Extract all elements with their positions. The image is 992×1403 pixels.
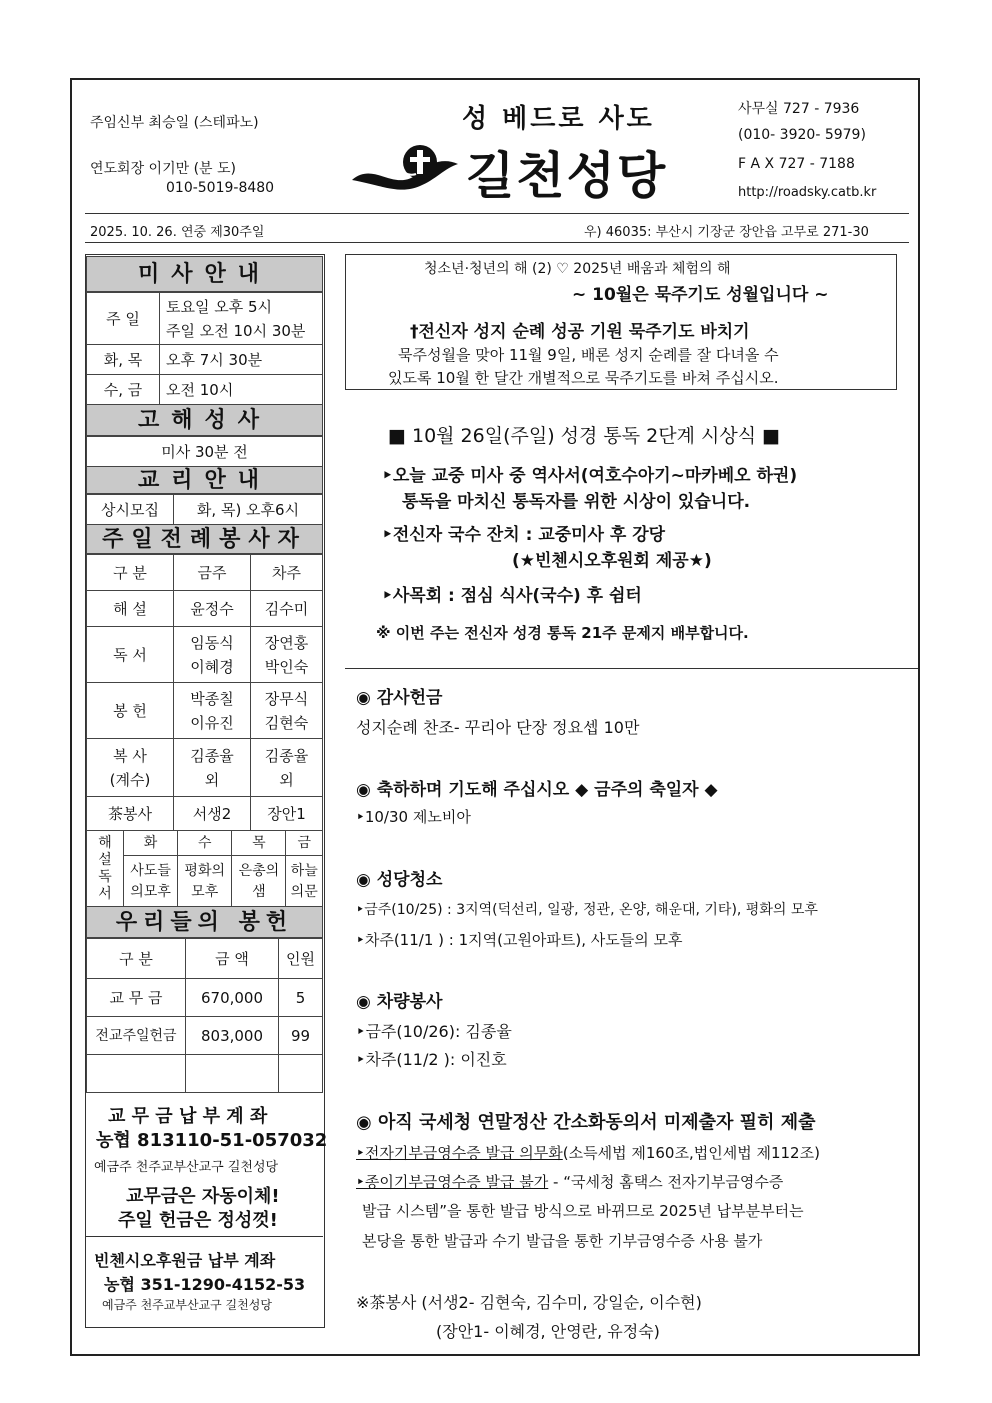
haeseol-label-char: 해 xyxy=(98,835,112,851)
tax-item-underlined: ‣전자기부금영수증 발급 의무화 xyxy=(356,1144,563,1162)
thanks-text: 성지순례 찬조- 꾸리아 단장 정요셉 10만 xyxy=(356,718,640,737)
confession-table xyxy=(86,436,323,467)
offering-empty-cell xyxy=(279,1055,323,1093)
tax-item: - “국세청 홈택스 전자기부금영수증 xyxy=(548,1173,784,1191)
clean-item: ‣금주(10/25) : 3지역(덕선리, 일광, 정관, 온양, 해운대, 기타), 평화의 모후 xyxy=(356,902,818,918)
offering-amount: 803,000 xyxy=(186,1017,279,1055)
offering-empty-cell xyxy=(186,1055,279,1093)
haeseol-value: 모후 xyxy=(191,883,219,900)
tax-item-underlined: ‣종이기부금영수증 발급 불가 xyxy=(356,1173,549,1191)
car-item: ‣차주(11/2 ): 이진호 xyxy=(356,1050,507,1069)
haeseol-value: 평화의 xyxy=(184,862,225,879)
liturgy-header: 차주 xyxy=(251,555,323,591)
tax-item: (소득세법 제160조,법인세법 제112조) xyxy=(562,1144,820,1162)
church-logo-icon xyxy=(350,140,460,200)
liturgy-role: 복 사 xyxy=(113,746,147,765)
title-main: 길천성당 xyxy=(466,147,668,205)
liturgy-next: 장무식 xyxy=(264,689,309,708)
haeseol-value: 샘 xyxy=(252,883,266,900)
notice-line4: 묵주성월을 맞아 11월 9일, 배론 성지 순례를 잘 다녀올 수 xyxy=(398,346,779,364)
tax-title: ◉ 아직 국세청 연말정산 간소화동의서 미제출자 필히 제출 xyxy=(356,1112,816,1133)
tea-service: (장안1- 이혜경, 안영란, 유정숙) xyxy=(436,1322,660,1341)
account2-title: 빈첸시오후원금 납부 계좌 xyxy=(94,1251,276,1270)
notice-line1: 청소년·청년의 해 (2) ♡ 2025년 배움과 체험의 해 xyxy=(424,261,731,277)
liturgy-role: 봉 헌 xyxy=(87,683,174,739)
tea-service: ※茶봉사 (서생2- 김현숙, 김수미, 강일순, 이수현) xyxy=(356,1293,702,1312)
mass-time: 주일 오전 10시 30분 xyxy=(166,321,306,340)
offering-count: 5 xyxy=(279,979,323,1017)
offering-table xyxy=(86,938,323,1093)
liturgy-header: 구 분 xyxy=(87,555,174,591)
haeseol-value: 의문 xyxy=(290,883,318,900)
liturgy-this: 이혜경 xyxy=(190,657,234,676)
office-phone: 사무실 727 - 7936 xyxy=(738,101,860,117)
liturgy-this: 김종율 xyxy=(190,746,234,765)
liturgy-next: 김수미 xyxy=(251,591,323,627)
address: 우) 46035: 부산시 기장군 장안읍 고무로 271-30 xyxy=(584,225,869,240)
website-link[interactable]: http://roadsky.catb.kr xyxy=(738,185,877,200)
header-divider-2 xyxy=(85,242,909,243)
liturgy-next: 박인숙 xyxy=(264,657,309,676)
offering-name: 교 무 금 xyxy=(87,979,186,1017)
account1-line1: 교무금은 자동이체! xyxy=(126,1186,280,1207)
feast-text: ‣10/30 제노비아 xyxy=(356,808,471,826)
haeseol-value: 의모후 xyxy=(130,883,171,900)
offering-title: 우리들의 봉헌 xyxy=(86,906,323,938)
car-title: ◉ 차량봉사 xyxy=(356,992,443,1012)
tax-item: 본당을 통한 발급과 수기 발급을 통한 기부금영수증 사용 불가 xyxy=(362,1232,763,1250)
right-divider xyxy=(345,668,918,669)
offering-amount: 670,000 xyxy=(186,979,279,1017)
liturgy-next: 장연홍 xyxy=(264,633,309,652)
account2-holder: 예금주 천주교부산교구 길천성당 xyxy=(102,1298,272,1312)
account2-number: 농협 351-1290-4152-53 xyxy=(104,1275,306,1294)
mass-time: 오후 7시 30분 xyxy=(160,345,323,375)
ceremony-item: ‣오늘 교중 미사 중 역사서(여호수아기~마카베오 하권) xyxy=(382,466,798,486)
offering-empty-cell xyxy=(87,1055,186,1093)
title-top: 성 베드로 사도 xyxy=(462,104,655,134)
catechism-title: 교리안내 xyxy=(86,466,323,494)
liturgy-next: 김종율 xyxy=(264,746,309,765)
haeseol-day: 금 xyxy=(286,831,323,856)
offering-header: 구 분 xyxy=(87,939,186,979)
ceremony-note: ※ 이번 주는 전신자 성경 통독 21주 문제지 배부합니다. xyxy=(376,624,749,642)
account1-title: 교 무 금 납 부 계 좌 xyxy=(108,1106,268,1127)
offering-header: 금 액 xyxy=(186,939,279,979)
mass-day: 수, 금 xyxy=(87,375,160,405)
haeseol-value: 하늘 xyxy=(290,862,318,879)
confession-title: 고해성사 xyxy=(86,404,323,436)
liturgy-this: 박종칠 xyxy=(190,689,234,708)
haeseol-value: 은총의 xyxy=(238,862,280,879)
mass-day: 화, 목 xyxy=(87,345,160,375)
notice-line3: †전신자 성지 순례 성공 기원 묵주기도 바치기 xyxy=(410,322,750,342)
mass-time: 오전 10시 xyxy=(160,375,323,405)
liturgy-this: 외 xyxy=(204,770,220,789)
liturgy-table xyxy=(86,554,323,831)
haeseol-day: 화 xyxy=(124,831,178,856)
car-item: ‣금주(10/26): 김종율 xyxy=(356,1022,512,1041)
catechism-table xyxy=(86,494,323,525)
mass-table xyxy=(86,292,323,405)
offering-count: 99 xyxy=(279,1017,323,1055)
clean-title: ◉ 성당청소 xyxy=(356,870,443,890)
haeseol-day: 목 xyxy=(232,831,286,856)
header-divider xyxy=(85,213,909,214)
haeseol-table xyxy=(86,830,323,908)
catechism-label: 상시모집 xyxy=(87,495,174,525)
haeseol-value: 사도들 xyxy=(130,862,171,879)
liturgy-header: 금주 xyxy=(174,555,251,591)
notice-line5: 있도록 10월 한 달간 개별적으로 묵주기도를 바쳐 주십시오. xyxy=(388,369,779,387)
pastor: 주임신부 최승일 (스테파노) xyxy=(90,115,259,131)
ceremony-item: ‣전신자 국수 잔치 : 교중미사 후 강당 xyxy=(382,525,666,545)
offering-name: 전교주일헌금 xyxy=(87,1017,186,1055)
liturgy-this: 임동식 xyxy=(190,633,234,652)
haeseol-day: 수 xyxy=(178,831,232,856)
haeseol-label-char: 독 xyxy=(98,869,112,885)
liturgy-role: 독 서 xyxy=(87,627,174,683)
liturgy-this: 이유진 xyxy=(190,713,234,732)
mass-time: 토요일 오후 5시 xyxy=(166,297,273,316)
mass-day: 주 일 xyxy=(87,293,160,345)
liturgy-this: 윤정수 xyxy=(174,591,251,627)
catechism-value: 화, 목) 오후6시 xyxy=(174,495,323,525)
liturgy-role: 해 설 xyxy=(87,591,174,627)
liturgy-title: 주일전례봉사자 xyxy=(86,524,323,554)
liturgy-role: 茶봉사 xyxy=(87,797,174,831)
haeseol-label-char: 서 xyxy=(98,886,112,902)
account1-line2: 주일 헌금은 정성껏! xyxy=(118,1210,278,1231)
confession-text: 미사 30분 전 xyxy=(87,437,323,467)
thanks-title: ◉ 감사헌금 xyxy=(356,688,443,708)
clean-item: ‣차주(11/1 ) : 1지역(고원아파트), 사도들의 모후 xyxy=(356,931,683,949)
council-phone: 010-5019-8480 xyxy=(166,180,275,196)
liturgy-next: 김현숙 xyxy=(264,713,309,732)
fax-number: F A X 727 - 7188 xyxy=(738,156,855,172)
mass-title: 미사안내 xyxy=(86,256,323,292)
account-divider xyxy=(86,1236,323,1237)
liturgy-this: 서생2 xyxy=(174,797,251,831)
haeseol-label-char: 설 xyxy=(98,852,112,868)
tax-item: 발급 시스템”을 통한 발급 방식으로 바뀌므로 2025년 납부분부터는 xyxy=(362,1202,804,1220)
account1-holder: 예금주 천주교부산교구 길천성당 xyxy=(94,1160,279,1175)
mobile-phone: (010- 3920- 5979) xyxy=(738,127,866,143)
feast-title: ◉ 축하하며 기도해 주십시오 ◆ 금주의 축일자 ◆ xyxy=(356,780,718,800)
council-head: 연도회장 이기만 (분 도) xyxy=(90,161,236,177)
ceremony-item: ‣사목회 : 점심 식사(국수) 후 쉼터 xyxy=(382,586,642,606)
ceremony-title: ■ 10월 26일(주일) 성경 통독 2단계 시상식 ■ xyxy=(388,425,781,447)
ceremony-item: (★빈첸시오후원회 제공★) xyxy=(512,551,712,571)
liturgy-next: 외 xyxy=(279,770,294,789)
liturgy-next: 장안1 xyxy=(251,797,323,831)
ceremony-item: 통독을 마치신 통독자를 위한 시상이 있습니다. xyxy=(402,492,751,512)
notice-line2: ~ 10월은 묵주기도 성월입니다 ~ xyxy=(572,285,829,305)
offering-header: 인원 xyxy=(279,939,323,979)
account1-number: 농협 813110-51-057032 xyxy=(96,1130,328,1151)
liturgy-role: (계수) xyxy=(109,770,151,789)
date-line: 2025. 10. 26. 연중 제30주일 xyxy=(90,225,265,240)
